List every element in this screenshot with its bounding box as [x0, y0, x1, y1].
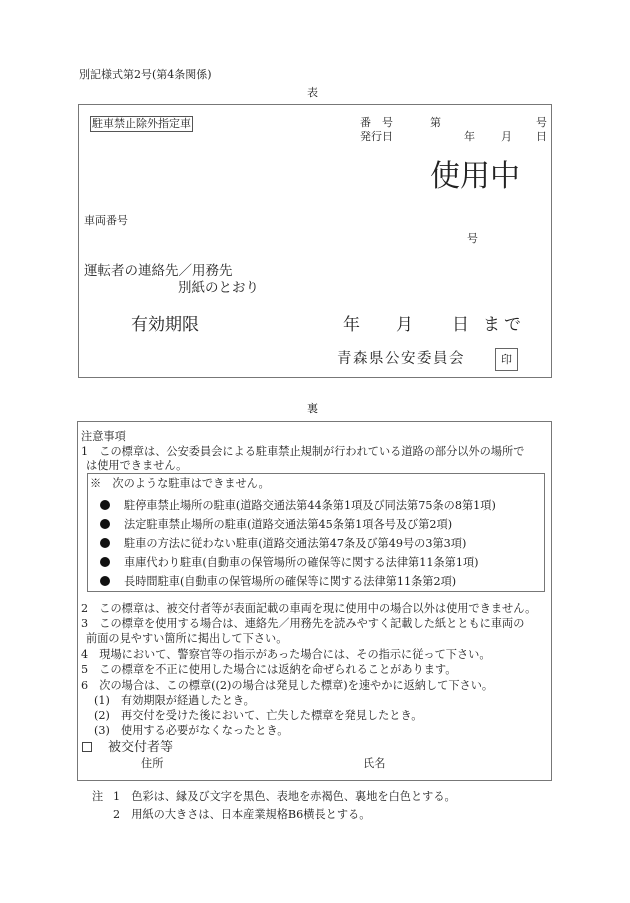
sub-item-2: (2) 再交付を受けた後において、亡失した標章を発見したとき。: [94, 709, 423, 722]
prohibited-parking-box: [87, 473, 545, 592]
contact-label: 運転者の連絡先／用務先: [84, 263, 233, 279]
item-4: 4 現場において、警察官等の指示があった場合には、その指示に従って下さい。: [81, 648, 491, 661]
number-suffix: 号: [536, 116, 547, 129]
status-in-use: 使用中: [430, 159, 520, 194]
form-number: 別記様式第2号(第4条関係): [79, 68, 212, 81]
footnote-1: 1 色彩は、縁及び文字を黒色、表地を赤褐色、裏地を白色とする。: [113, 790, 456, 803]
number-label: 番 号: [360, 116, 393, 129]
issuer-name: 青森県公安委員会: [337, 351, 465, 367]
item-5: 5 この標章を不正に使用した場合には返納を命ぜられることがあります。: [81, 663, 457, 676]
footnote-2: 2 用紙の大きさは、日本産業規格B6横長とする。: [113, 808, 371, 821]
validity-day: 日: [452, 315, 469, 335]
vehicle-number-suffix: 号: [467, 232, 478, 245]
issue-year: 年: [464, 130, 475, 143]
sub-item-1: (1) 有効期限が経過したとき。: [94, 694, 255, 707]
prohibited-item: 長時間駐車(自動車の保管場所の確保等に関する法律第11条第2項): [100, 575, 456, 589]
bullet-icon: [100, 557, 110, 567]
validity-year: 年: [343, 315, 360, 335]
contact-value: 別紙のとおり: [178, 280, 259, 296]
item-1-line-2: は使用できません。: [86, 459, 188, 472]
address-label: 住所: [141, 757, 164, 770]
front-side-card: [78, 104, 552, 378]
back-side-card: [77, 421, 552, 781]
checkbox-icon[interactable]: [82, 742, 92, 752]
footnote-prefix: 注: [92, 790, 104, 803]
number-prefix: 第: [430, 116, 441, 129]
item-6: 6 次の場合は、この標章((2)の場合は発見した標章)を速やかに返納して下さい。: [81, 679, 494, 692]
item-3-line-1: 3 この標章を使用する場合は、連絡先／用務先を読みやすく記載した紙とともに車両の: [81, 617, 525, 630]
card-title: 駐車禁止除外指定車: [92, 117, 191, 130]
sub-item-3: (3) 使用する必要がなくなったとき。: [94, 724, 289, 737]
issue-day: 日: [536, 130, 547, 143]
bullet-icon: [100, 500, 110, 510]
bullet-icon: [100, 519, 110, 529]
prohibited-item: 車庫代わり駐車(自動車の保管場所の確保等に関する法律第11条第1項): [100, 556, 479, 570]
seal-stamp-box: 印: [495, 348, 518, 371]
bullet-icon: [100, 576, 110, 586]
item-2: 2 この標章は、被交付者等が表面記載の車両を現に使用中の場合以外は使用できません。: [81, 602, 537, 615]
validity-label: 有効期限: [131, 315, 199, 335]
item-1-line-1: 1 この標章は、公安委員会による駐車禁止規制が行われている道路の部分以外の場所で: [81, 445, 525, 458]
prohibited-heading: ※ 次のような駐車はできません。: [90, 477, 270, 490]
prohibited-item: 駐車の方法に従わない駐車(道路交通法第47条及び第49号の3第3項): [100, 537, 466, 551]
notes-heading: 注意事項: [81, 430, 126, 443]
item-3-line-2: 前面の見やすい箇所に掲出して下さい。: [86, 632, 288, 645]
issue-month: 月: [501, 130, 512, 143]
name-label: 氏名: [363, 757, 386, 770]
front-side-label: 表: [307, 86, 318, 99]
back-side-label: 裏: [307, 402, 318, 415]
prohibited-item: 駐停車禁止場所の駐車(道路交通法第44条第1項及び同法第75条の8第1項): [100, 499, 496, 513]
recipient-row: [82, 739, 173, 756]
prohibited-item: 法定駐車禁止場所の駐車(道路交通法第45条第1項各号及び第2項): [100, 518, 452, 532]
vehicle-number-label: 車両番号: [84, 214, 128, 227]
validity-until: まで: [483, 315, 525, 335]
validity-month: 月: [396, 315, 413, 335]
recipient-label: 被交付者等: [108, 740, 174, 755]
bullet-icon: [100, 538, 110, 548]
issue-date-label: 発行日: [360, 130, 393, 143]
